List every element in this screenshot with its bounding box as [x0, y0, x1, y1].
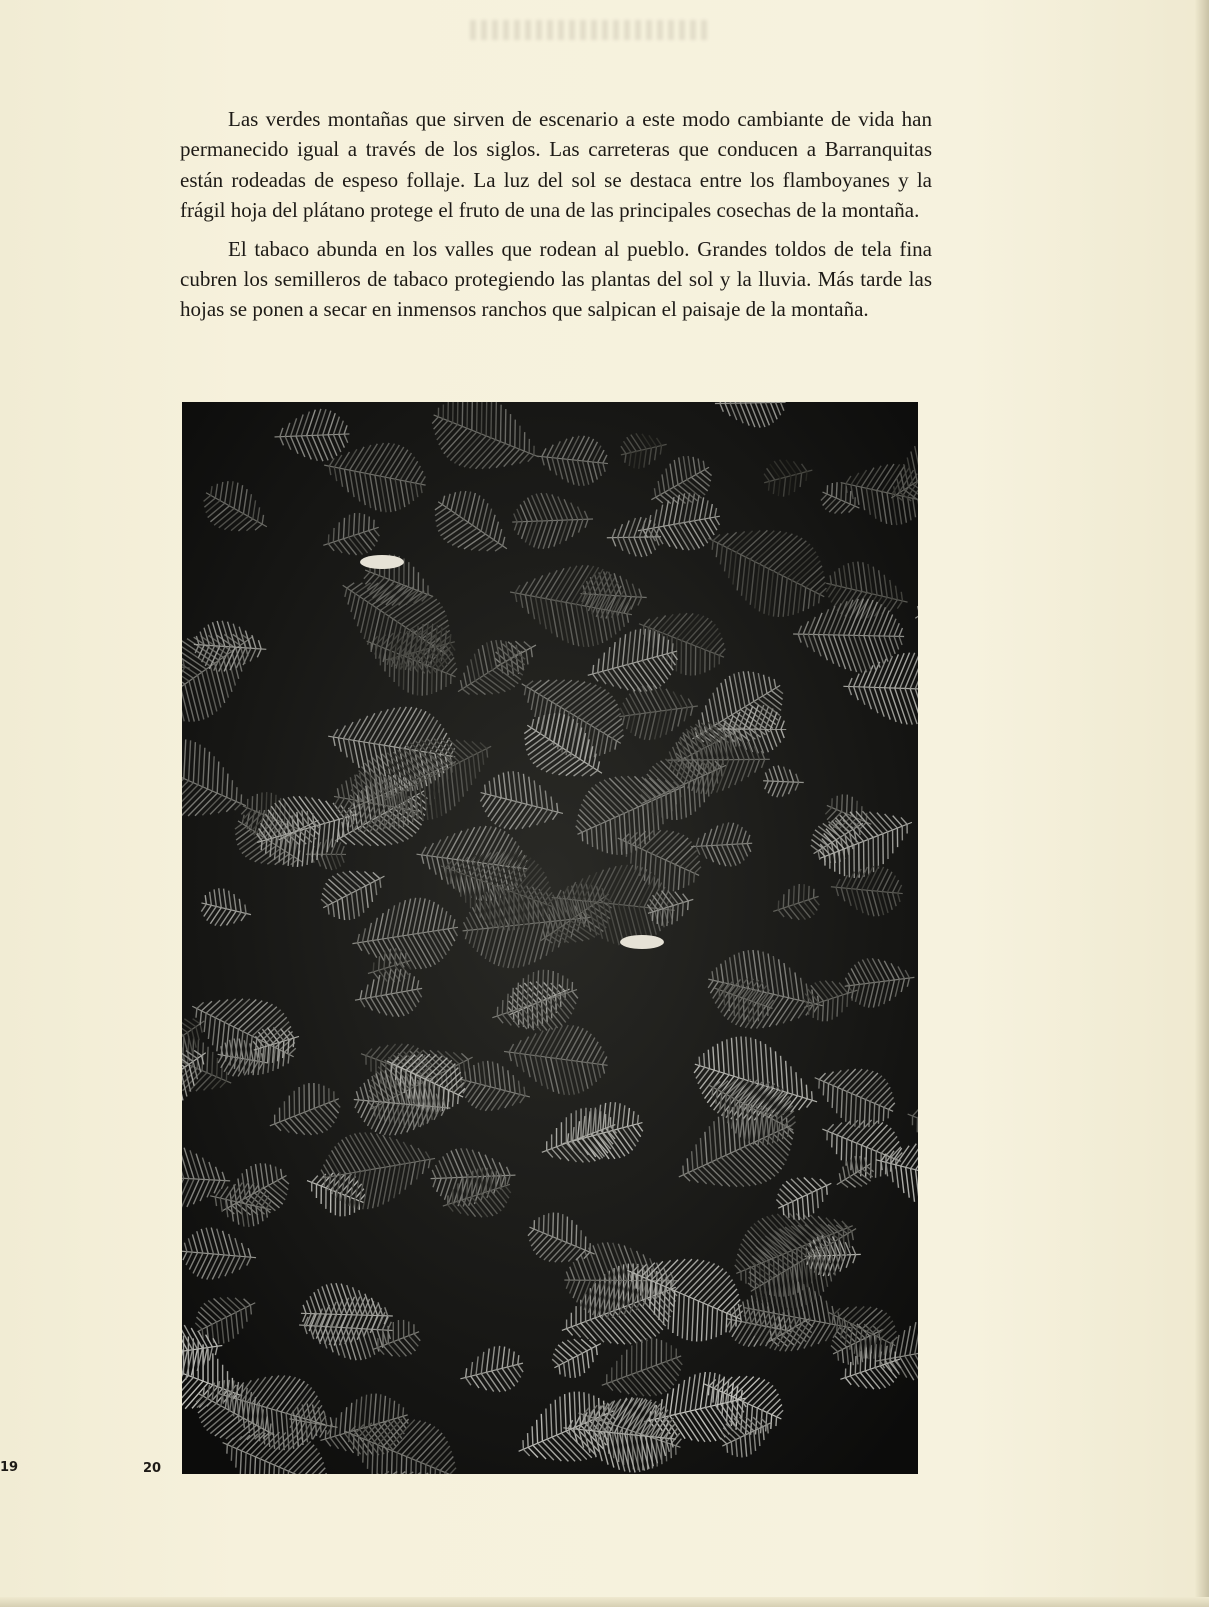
pale-blossom	[620, 935, 664, 949]
pale-blossom	[360, 555, 404, 569]
foliage-photograph	[182, 402, 918, 1474]
page-number-left: 19	[0, 1460, 19, 1475]
paragraph-1: Las verdes montañas que sirven de escenario a este modo cambiante de vida han permanecido igual a través de los siglos. Las carreteras que conducen a Barranquitas están rodeadas de espeso follaje. La luz del sol se destaca entre los flamboyanes y la frágil hoja del plátano protege el fruto de una de las principales cosechas de la montaña.	[180, 107, 932, 223]
show-through-text	[470, 20, 710, 40]
page-number-right: 20	[143, 1461, 162, 1476]
paragraph-2: El tabaco abunda en los valles que rodean al pueblo. Grandes toldos de tela fina cubren los semilleros de tabaco protegiendo las plantas del sol y la lluvia. Más tarde las hojas se ponen a secar en inmensos ranchos que salpican el paisaje de la montaña.	[180, 236, 932, 322]
page-edge-right	[1195, 0, 1209, 1607]
page-edge-bottom	[0, 1597, 1209, 1607]
body-text	[180, 104, 932, 325]
